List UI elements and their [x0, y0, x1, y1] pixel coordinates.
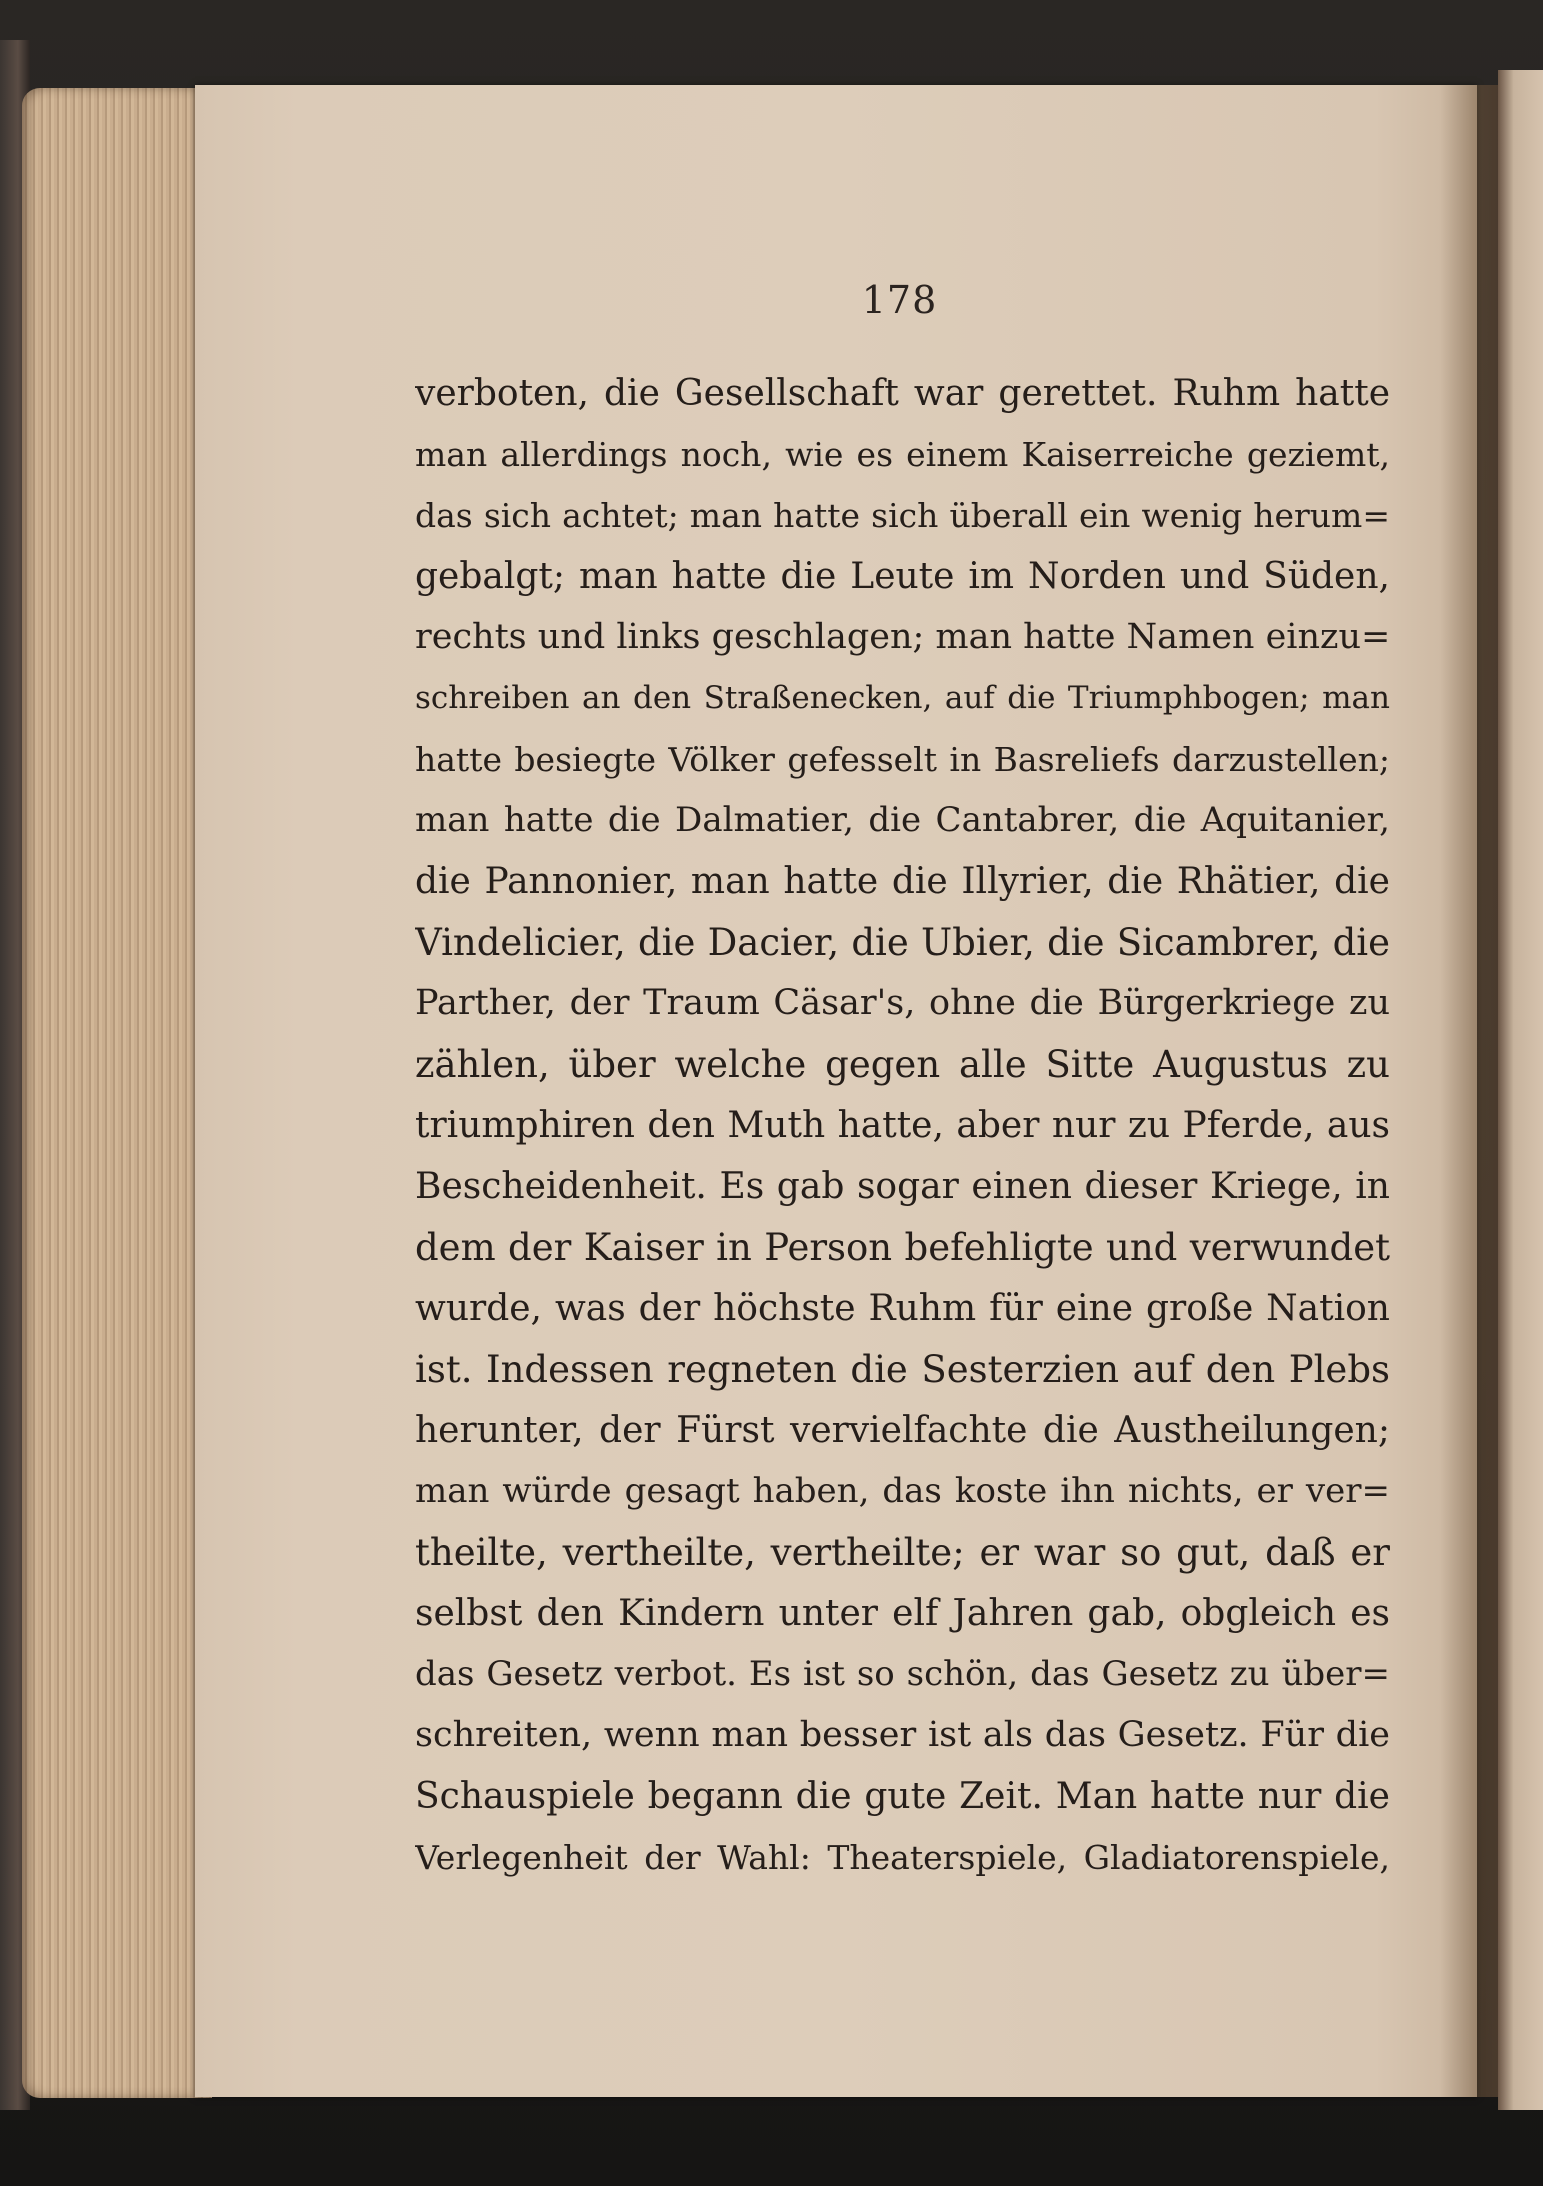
text-line: man hatte die Dalmatier, die Cantabrer, die Aquitanier, [415, 800, 1390, 840]
text-line: theilte, vertheilte, vertheilte; er war so gut, daß er [415, 1531, 1390, 1574]
text-line: wurde, was der höchste Ruhm für eine große Nation [415, 1288, 1390, 1329]
text-line: dem der Kaiser in Person befehligte und verwundet [415, 1226, 1390, 1269]
text-line: gebalgt; man hatte die Leute im Norden und Süden, [415, 556, 1390, 597]
facing-page-sliver [1498, 70, 1543, 2110]
text-line: Schauspiele begann die gute Zeit. Man hatte nur die [415, 1776, 1390, 1817]
page-gutter-shadow [1440, 85, 1500, 2097]
text-line: man würde gesagt haben, das koste ihn nichts, er ver= [415, 1471, 1390, 1511]
text-line: selbst den Kindern unter elf Jahren gab, obgleich es [415, 1593, 1390, 1634]
text-line: Vindelicier, die Dacier, die Ubier, die Sicambrer, die [415, 921, 1390, 964]
page-block-edges [22, 88, 212, 2098]
text-line: Verlegenheit der Wahl: Theaterspiele, Gladiatorenspiele, [415, 1838, 1390, 1877]
text-line: hatte besiegte Völker gefesselt in Basreliefs darzustellen; [415, 740, 1390, 779]
text-line: die Pannonier, man hatte die Illyrier, die Rhätier, die [415, 861, 1390, 902]
text-line: zählen, über welche gegen alle Sitte Augustus zu [415, 1043, 1390, 1086]
text-line: Parther, der Traum Cäsar's, ohne die Bürgerkriege zu [415, 983, 1390, 1023]
text-line: verboten, die Gesellschaft war gerettet. Ruhm hatte [415, 373, 1390, 414]
text-line: das sich achtet; man hatte sich überall ein wenig herum= [415, 496, 1390, 535]
text-line: triumphiren den Muth hatte, aber nur zu Pferde, aus [415, 1105, 1390, 1146]
text-line: rechts und links geschlagen; man hatte Namen einzu= [415, 617, 1390, 657]
text-line: das Gesetz verbot. Es ist so schön, das Gesetz zu über= [415, 1654, 1390, 1694]
text-line: man allerdings noch, wie es einem Kaiserreiche geziemt, [415, 435, 1390, 474]
text-line: schreiten, wenn man besser ist als das Gesetz. Für die [415, 1715, 1390, 1755]
text-line: ist. Indessen regneten die Sesterzien auf den Plebs [415, 1348, 1390, 1391]
text-line: schreiben an den Straßenecken, auf die Triumphbogen; man [415, 680, 1390, 716]
page-text [415, 363, 1390, 1888]
text-line: Bescheidenheit. Es gab sogar einen dieser Kriege, in [415, 1166, 1390, 1207]
text-line: herunter, der Fürst vervielfachte die Austheilungen; [415, 1410, 1390, 1451]
page-number: 178 [861, 278, 938, 322]
